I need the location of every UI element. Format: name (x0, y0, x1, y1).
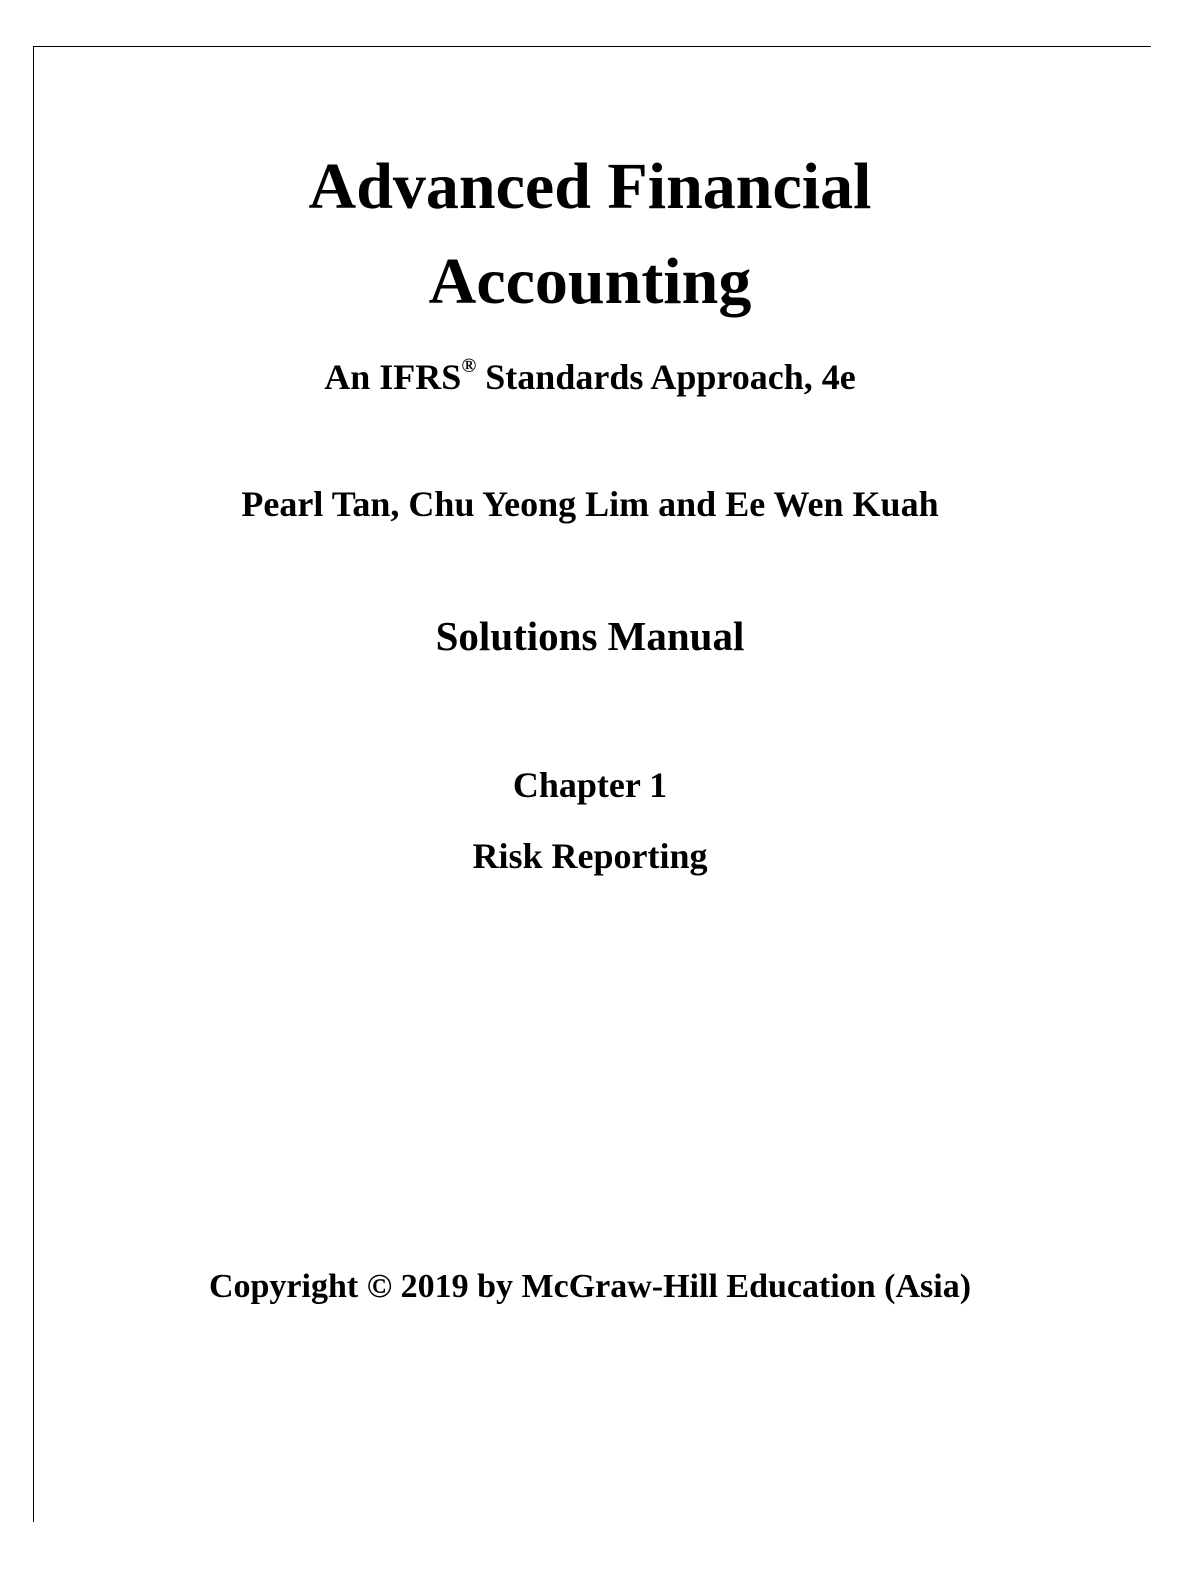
chapter-title: Risk Reporting (472, 836, 708, 876)
document-type: Solutions Manual (435, 613, 745, 659)
book-title-line-2: Accounting (428, 245, 752, 318)
subtitle-suffix: Standards Approach, 4e (476, 357, 856, 397)
book-subtitle (0, 355, 1180, 399)
page-border-top (33, 46, 1151, 47)
chapter-label: Chapter 1 (512, 765, 668, 805)
authors: Pearl Tan, Chu Yeong Lim and Ee Wen Kuah (241, 484, 939, 524)
subtitle-prefix: An IFRS (324, 357, 462, 397)
copyright-notice: Copyright © 2019 by McGraw-Hill Education (Asia) (208, 1268, 972, 1305)
registered-mark: ® (461, 355, 477, 377)
book-title-line-1: Advanced Financial (308, 150, 872, 223)
